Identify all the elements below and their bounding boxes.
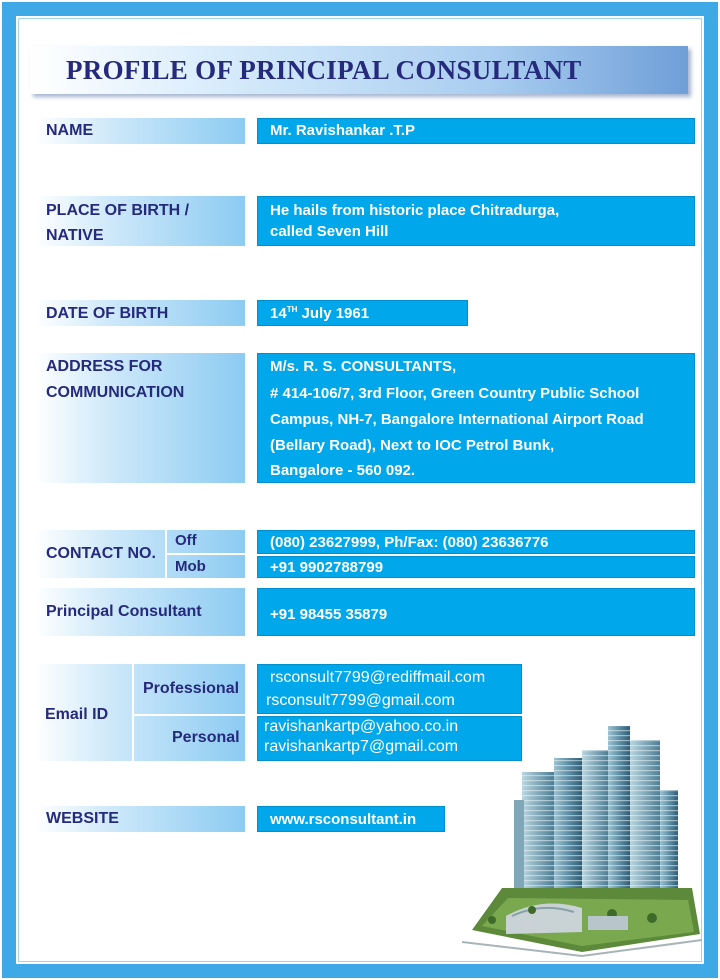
address-label-box bbox=[35, 353, 245, 483]
contact-mob-box bbox=[257, 556, 695, 578]
birth-place-label-line2: NATIVE bbox=[46, 227, 104, 244]
email-divider-vertical bbox=[132, 664, 134, 761]
email-professional-2: rsconsult7799@gmail.com bbox=[266, 692, 455, 709]
website-label: WEBSITE bbox=[46, 810, 119, 827]
address-line: # 414-106/7, 3rd Floor, Green Country Public School bbox=[270, 385, 640, 402]
dob-label-box bbox=[35, 300, 245, 326]
email-professional-1: rsconsult7799@rediffmail.com bbox=[270, 669, 486, 686]
email-label: Email ID bbox=[45, 706, 109, 723]
name-value: Mr. Ravishankar .T.P bbox=[270, 122, 416, 139]
website-label-box bbox=[35, 806, 245, 832]
email-personal-2: ravishankartp7@gmail.com bbox=[264, 738, 459, 755]
contact-off-label: Off bbox=[175, 532, 197, 549]
address-line: (Bellary Road), Next to IOC Petrol Bunk, bbox=[270, 437, 555, 454]
email-divider-horizontal bbox=[132, 714, 245, 716]
email-personal-label: Personal bbox=[172, 729, 240, 746]
birth-place-value-line2: called Seven Hill bbox=[270, 223, 389, 240]
address-label-line2: COMMUNICATION bbox=[46, 384, 185, 401]
birth-place-value-line1: He hails from historic place Chitradurga, bbox=[270, 202, 560, 219]
email-professional-label: Professional bbox=[143, 680, 240, 697]
principal-label-box bbox=[35, 588, 245, 636]
page-title-banner bbox=[30, 46, 688, 94]
name-label-box bbox=[35, 118, 245, 144]
principal-value-box bbox=[257, 588, 695, 636]
page-title: PROFILE OF PRINCIPAL CONSULTANT bbox=[66, 55, 582, 85]
birth-place-value-box bbox=[257, 196, 695, 246]
dob-value bbox=[270, 305, 369, 322]
address-line: Bangalore - 560 092. bbox=[270, 462, 416, 479]
contact-mob-value: +91 9902788799 bbox=[270, 559, 384, 576]
address-line: Campus, NH-7, Bangalore International Airport Road bbox=[270, 411, 644, 428]
contact-label-box bbox=[35, 530, 245, 578]
principal-label: Principal Consultant bbox=[46, 603, 202, 620]
dob-day: 14 bbox=[270, 305, 287, 322]
birth-place-label-line1: PLACE OF BIRTH / bbox=[46, 202, 190, 219]
principal-value: +91 98455 35879 bbox=[270, 606, 388, 623]
email-professional-box bbox=[257, 664, 522, 714]
contact-mob-label: Mob bbox=[175, 558, 206, 575]
website-link[interactable]: www.rsconsultant.in bbox=[270, 811, 417, 828]
contact-off-box bbox=[257, 530, 695, 554]
address-label-line1: ADDRESS FOR bbox=[46, 358, 163, 375]
dob-suffix: TH bbox=[286, 305, 298, 314]
address-line: M/s. R. S. CONSULTANTS, bbox=[270, 358, 457, 375]
dob-value-box bbox=[257, 300, 468, 326]
contact-off-value: (080) 23627999, Ph/Fax: (080) 23636776 bbox=[270, 534, 549, 551]
website-value-box[interactable] bbox=[257, 806, 445, 832]
name-label: NAME bbox=[46, 122, 94, 139]
contact-label: CONTACT NO. bbox=[46, 545, 156, 562]
dob-label: DATE OF BIRTH bbox=[46, 305, 169, 322]
building-illustration bbox=[462, 720, 702, 958]
birth-place-label-box bbox=[35, 196, 245, 246]
email-label-box bbox=[35, 664, 245, 761]
email-personal-1: ravishankartp@yahoo.co.in bbox=[264, 718, 459, 735]
name-value-box bbox=[257, 118, 695, 144]
address-value-box bbox=[257, 353, 695, 483]
dob-rest: July 1961 bbox=[297, 305, 370, 322]
